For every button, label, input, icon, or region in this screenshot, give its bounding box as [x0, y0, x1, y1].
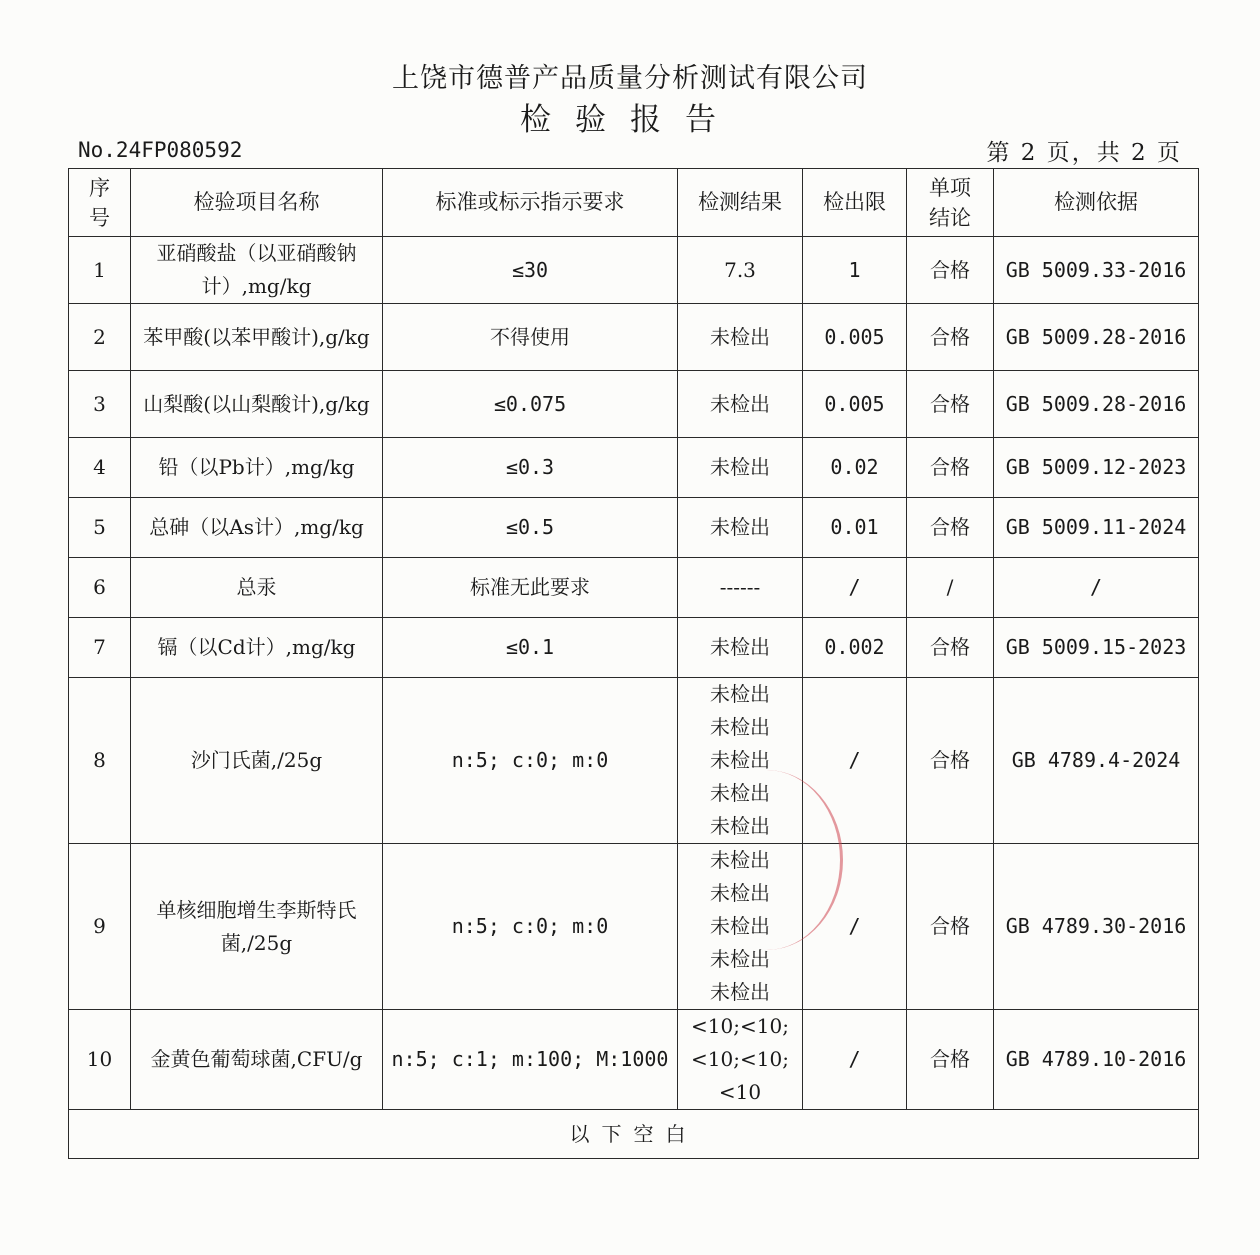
result-cell [678, 844, 803, 1010]
test-basis: GB 5009.33-2016 [994, 237, 1199, 304]
result-value: 未检出 [710, 914, 770, 938]
test-basis: GB 5009.12-2023 [994, 438, 1199, 498]
conclusion: 合格 [907, 678, 994, 844]
detection-limit: 0.02 [803, 438, 907, 498]
detection-limit: / [803, 678, 907, 844]
requirement: ≤0.3 [383, 438, 678, 498]
row-number: 3 [69, 371, 131, 438]
result-value: 未检出 [710, 715, 770, 739]
detection-limit: / [803, 558, 907, 618]
row-number: 2 [69, 304, 131, 371]
requirement: n:5; c:0; m:0 [383, 678, 678, 844]
conclusion: / [907, 558, 994, 618]
row-number: 7 [69, 618, 131, 678]
result-value: 未检出 [678, 618, 803, 678]
conclusion: 合格 [907, 371, 994, 438]
blank-footer-row [69, 1110, 1199, 1159]
result-value: 未检出 [678, 438, 803, 498]
result-value: 未检出 [710, 848, 770, 872]
table-row [69, 498, 1199, 558]
test-basis: GB 4789.4-2024 [994, 678, 1199, 844]
requirement: n:5; c:1; m:100; M:1000 [383, 1010, 678, 1110]
requirement: ≤30 [383, 237, 678, 304]
company-name: 上饶市德普产品质量分析测试有限公司 [392, 63, 868, 94]
conclusion: 合格 [907, 844, 994, 1010]
requirement: n:5; c:0; m:0 [383, 844, 678, 1010]
table-row [69, 844, 1199, 1010]
item-name: 亚硝酸盐（以亚硝酸钠计）,mg/kg [131, 237, 383, 304]
item-name: 沙门氏菌,/25g [131, 678, 383, 844]
conclusion: 合格 [907, 438, 994, 498]
detection-limit: / [803, 844, 907, 1010]
item-name: 金黄色葡萄球菌,CFU/g [131, 1010, 383, 1110]
row-number: 9 [69, 844, 131, 1010]
conclusion: 合格 [907, 304, 994, 371]
requirement: ≤0.5 [383, 498, 678, 558]
result-cell [678, 678, 803, 844]
results-table [68, 168, 1199, 1159]
table-row [69, 371, 1199, 438]
test-basis: GB 5009.28-2016 [994, 304, 1199, 371]
requirement: 不得使用 [383, 304, 678, 371]
page-info: 第 2 页，共 2 页 [986, 140, 1182, 166]
report-title: 检验报告 [520, 102, 740, 138]
conclusion: 合格 [907, 237, 994, 304]
table-row [69, 304, 1199, 371]
detection-limit: / [803, 1010, 907, 1110]
result-cell [678, 1010, 803, 1110]
item-name: 单核细胞增生李斯特氏菌,/25g [131, 844, 383, 1010]
row-number: 5 [69, 498, 131, 558]
item-name: 总汞 [131, 558, 383, 618]
col-header-conclusion: 单项结论 [907, 169, 994, 237]
col-header-item: 检验项目名称 [131, 169, 383, 237]
row-number: 1 [69, 237, 131, 304]
result-value: <10;<10; [691, 1047, 789, 1071]
detection-limit: 0.002 [803, 618, 907, 678]
detection-limit: 0.01 [803, 498, 907, 558]
result-value: 未检出 [710, 881, 770, 905]
result-value: 未检出 [710, 748, 770, 772]
result-value: <10 [718, 1080, 762, 1104]
item-name: 山梨酸(以山梨酸计),g/kg [131, 371, 383, 438]
test-basis: GB 5009.15-2023 [994, 618, 1199, 678]
detection-limit: 0.005 [803, 304, 907, 371]
requirement: ≤0.075 [383, 371, 678, 438]
test-basis: / [994, 558, 1199, 618]
result-value: 未检出 [710, 781, 770, 805]
item-name: 总砷（以As计）,mg/kg [131, 498, 383, 558]
table-row [69, 618, 1199, 678]
result-value: 未检出 [710, 947, 770, 971]
table-row [69, 438, 1199, 498]
col-header-result: 检测结果 [678, 169, 803, 237]
result-value: <10;<10; [691, 1014, 789, 1038]
table-row [69, 678, 1199, 844]
requirement: ≤0.1 [383, 618, 678, 678]
test-basis: GB 4789.30-2016 [994, 844, 1199, 1010]
result-value: 未检出 [710, 980, 770, 1004]
item-name: 铅（以Pb计）,mg/kg [131, 438, 383, 498]
result-value: ------ [678, 558, 803, 618]
table-row [69, 1010, 1199, 1110]
col-header-limit: 检出限 [803, 169, 907, 237]
row-number: 10 [69, 1010, 131, 1110]
conclusion: 合格 [907, 498, 994, 558]
report-number: No.24FP080592 [78, 138, 243, 162]
item-name: 苯甲酸(以苯甲酸计),g/kg [131, 304, 383, 371]
result-value: 未检出 [678, 371, 803, 438]
result-value: 未检出 [710, 682, 770, 706]
requirement: 标准无此要求 [383, 558, 678, 618]
table-row [69, 237, 1199, 304]
test-basis: GB 5009.28-2016 [994, 371, 1199, 438]
item-name: 镉（以Cd计）,mg/kg [131, 618, 383, 678]
conclusion: 合格 [907, 1010, 994, 1110]
col-header-basis: 检测依据 [994, 169, 1199, 237]
result-value: 7.3 [678, 237, 803, 304]
test-basis: GB 5009.11-2024 [994, 498, 1199, 558]
test-basis: GB 4789.10-2016 [994, 1010, 1199, 1110]
blank-note: 以下空白 [69, 1110, 1199, 1159]
col-header-requirement: 标准或标示指示要求 [383, 169, 678, 237]
result-value: 未检出 [678, 498, 803, 558]
conclusion: 合格 [907, 618, 994, 678]
row-number: 6 [69, 558, 131, 618]
table-header-row [69, 169, 1199, 237]
detection-limit: 0.005 [803, 371, 907, 438]
row-number: 8 [69, 678, 131, 844]
col-header-no: 序号 [69, 169, 131, 237]
result-value: 未检出 [678, 304, 803, 371]
detection-limit: 1 [803, 237, 907, 304]
table-row [69, 558, 1199, 618]
row-number: 4 [69, 438, 131, 498]
result-value: 未检出 [710, 814, 770, 838]
